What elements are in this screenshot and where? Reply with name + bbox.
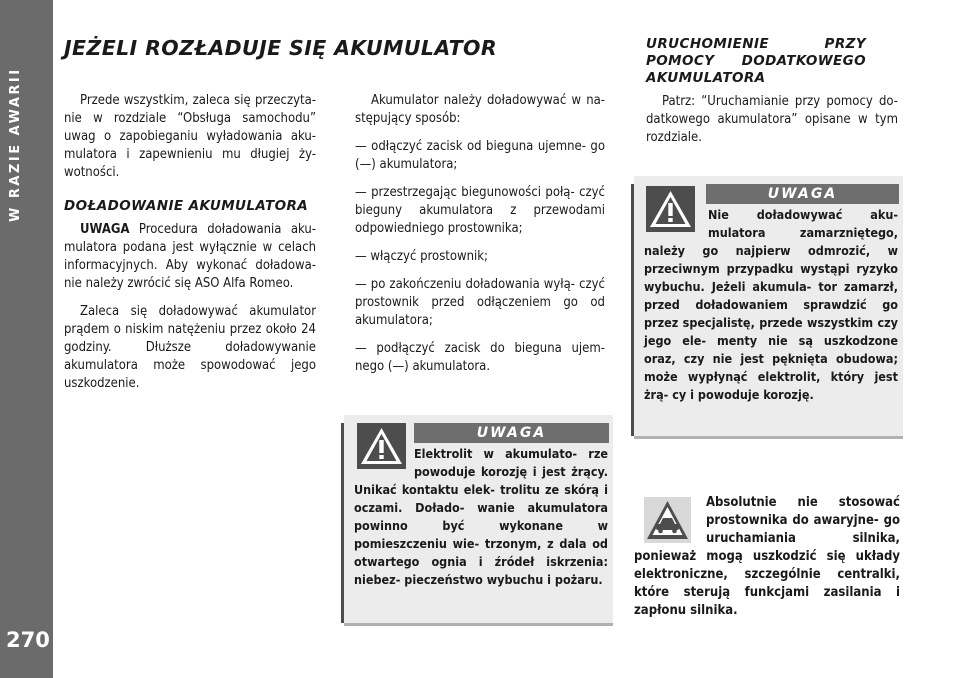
caution-text-wrapper bbox=[634, 494, 900, 620]
charging-paragraph: Zaleca się doładowywać akumulator prądem o niskim natężeniu przez około 24 godziny. Dłuższe doładowywanie akumulatora może spowodować jego uszkodzenie. bbox=[64, 304, 316, 391]
column-1 bbox=[64, 92, 316, 403]
warning-box-frozen bbox=[634, 176, 903, 436]
box-edge bbox=[631, 184, 634, 436]
sidebar bbox=[0, 0, 53, 678]
section-title: W RAZIE AWARII bbox=[8, 67, 23, 223]
note-label: UWAGA bbox=[80, 222, 130, 237]
warning-label: UWAGA bbox=[414, 423, 609, 443]
step-5: — podłączyć zacisk do bieguna ujem- nego (—) akumulatora. bbox=[355, 341, 605, 374]
section-heading-jumpstart: URUCHOMIENIE PRZY POMOCY DODATKOWEGO AKUMULATORA bbox=[646, 36, 866, 86]
warning-text: Nie doładowywać aku- mulatora zamarzniętego, należy go najpierw odmrozić, w przeciwnym przypadku wystąpi ryzyko wybuchu. Jeżeli akumula- tor zamarzł, przed doładowaniem sprawdzić go przez specjalistę, przede wszystkim czy jego ele- menty nie są uszkodzone oraz, czy nie jest pęknięta obudowa; może wypłynąć elektrolit, który jest żrą- cy i powoduje korozję. bbox=[644, 207, 898, 402]
section-heading-charging: DOŁADOWANIE AKUMULATORA bbox=[64, 198, 309, 214]
icon-spacer bbox=[644, 206, 708, 240]
box-bottom-edge bbox=[344, 623, 613, 626]
step-3: — włączyć prostownik; bbox=[355, 249, 488, 264]
warning-box-electrolyte bbox=[344, 415, 613, 623]
note-text: Procedura doładowania aku- mulatora podana jest wyłącznie w celach informacyjnych. Aby wykonać doładowa- nie należy zwrócić się ASO Alfa Romeo. bbox=[64, 222, 316, 291]
page-number: 270 bbox=[6, 628, 50, 652]
note-paragraph bbox=[64, 221, 316, 293]
warning-text-wrapper bbox=[644, 206, 898, 404]
warning-text: Elektrolit w akumulato- rze powoduje korozję i jest żrący. Unikać kontaktu elek- trolitu ze skórą i oczami. Dołado- wanie akumulatora powinno być wykonane w pomieszczeniu wie- trzonym, z dala od otwartego ognia i źródeł iskrzenia: niebez- pieczeństwo wybuchu i pożaru. bbox=[354, 446, 608, 587]
icon-spacer bbox=[634, 494, 706, 546]
step-2: — przestrzegając biegunowości połą- czyć bieguny akumulatora z przewodami odpowiedniego prostownika; bbox=[355, 185, 605, 236]
warning-text-wrapper bbox=[354, 445, 608, 589]
column-3 bbox=[646, 36, 898, 157]
procedure-intro: Akumulator należy doładowywać w na- stępujący sposób: bbox=[355, 93, 605, 126]
intro-paragraph: Przede wszystkim, zaleca się przeczyta- nie w rozdziale “Obsługa samochodu” uwag o zapobieganiu wyładowania aku- mulatora i zapewnieniu mu długiej ży- wotności. bbox=[64, 93, 316, 180]
caution-text: Absolutnie nie stosować prostownika do awaryjne- go uruchamiania silnika, ponieważ mogą uszkodzić się układy elektroniczne, szczególnie centralki, które sterują funkcjami zasilania i zapłonu silnika. bbox=[634, 495, 900, 618]
step-4: — po zakończeniu doładowania wyłą- czyć prostownik przed odłączeniem go od akumulatora; bbox=[355, 277, 605, 328]
jumpstart-paragraph: Patrz: “Uruchamianie przy pomocy do- datkowego akumulatora” opisane w tym rozdziale. bbox=[646, 94, 898, 145]
icon-spacer bbox=[354, 445, 414, 479]
page-title: JEŻELI ROZŁADUJE SIĘ AKUMULATOR bbox=[64, 36, 498, 60]
box-edge bbox=[341, 423, 344, 623]
warning-label: UWAGA bbox=[706, 184, 899, 204]
box-bottom-edge bbox=[634, 436, 903, 439]
step-1: — odłączyć zacisk od bieguna ujemne- go (—) akumulatora; bbox=[355, 139, 605, 172]
column-2 bbox=[355, 92, 605, 386]
